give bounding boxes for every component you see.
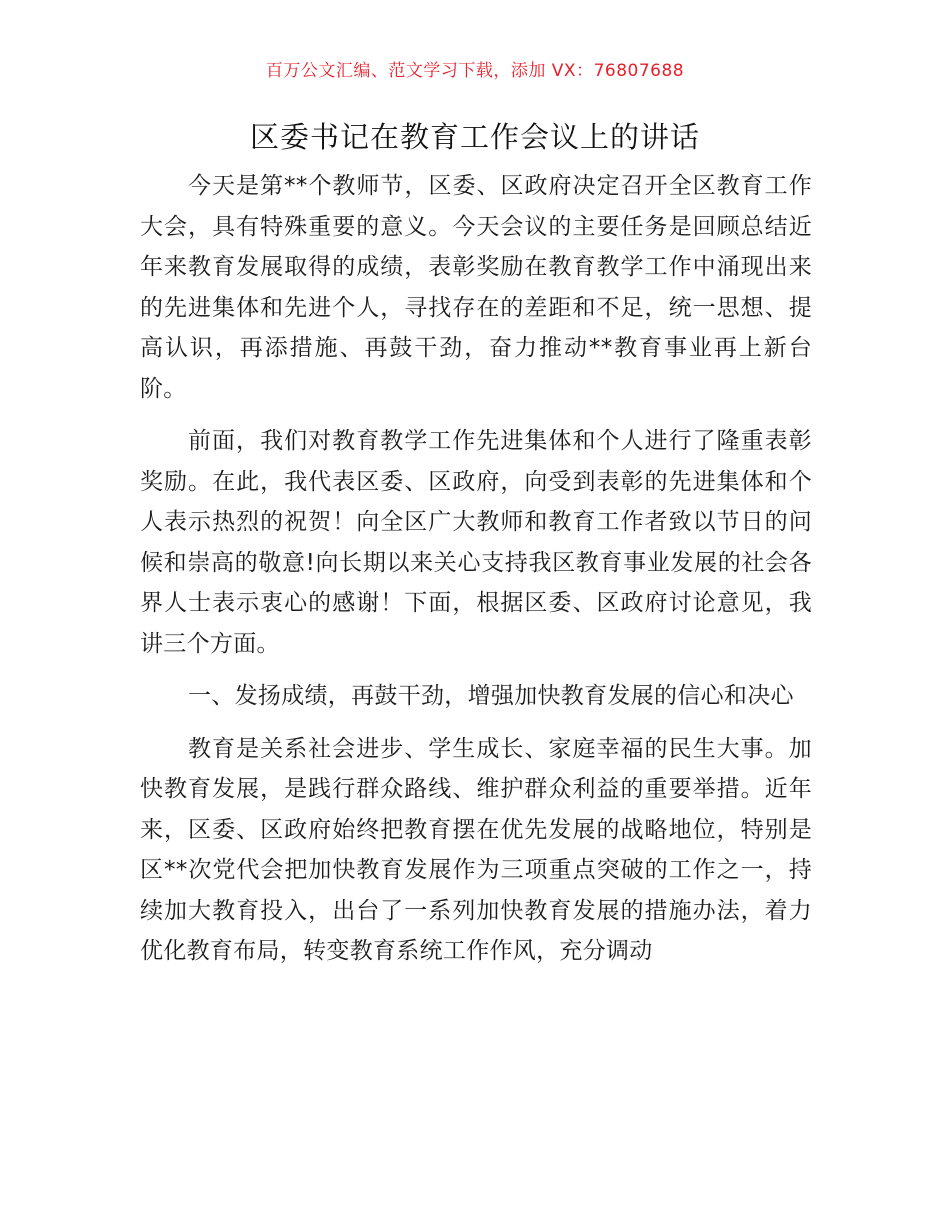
section-heading-1: 一、发扬成绩，再鼓干劲，增强加快教育发展的信心和决心 <box>188 683 794 709</box>
paragraph-commendation: 前面，我们对教育教学工作先进集体和个人进行了隆重表彰奖励。在此，我代表区委、区政府，向受到表彰的先进集体和个人表示热烈的祝贺！向全区广大教师和教育工作者致以节日的问候和崇高的敬意!向长期以来关心支持我区教育事业发展的社会各界人士表示衷心的感谢！下面，根据区委、区政府讨论意见，我讲三个方面。 <box>140 428 812 657</box>
document-body <box>140 166 812 984</box>
document-title: 区委书记在教育工作会议上的讲话 <box>249 120 700 154</box>
header-banner: 百万公文汇编、范文学习下载，添加 VX：76807688 <box>265 61 685 81</box>
paragraph-opening: 今天是第**个教师节，区委、区政府决定召开全区教育工作大会，具有特殊重要的意义。今天会议的主要任务是回顾总结近年来教育发展取得的成绩，表彰奖励在教育教学工作中涌现出来的先进集体和先进个人，寻找存在的差距和不足，统一思想、提高认识，再添措施、再鼓干劲，奋力推动**教育事业再上新台阶。 <box>140 173 812 402</box>
paragraph-section-1: 教育是关系社会进步、学生成长、家庭幸福的民生大事。加快教育发展，是践行群众路线、维护群众利益的重要举措。近年来，区委、区政府始终把教育摆在优先发展的战略地位，特别是区**次党代会把加快教育发展作为三项重点突破的工作之一，持续加大教育投入，出台了一系列加快教育发展的措施办法，着力优化教育布局，转变教育系统工作作风，充分调动 <box>140 735 812 964</box>
